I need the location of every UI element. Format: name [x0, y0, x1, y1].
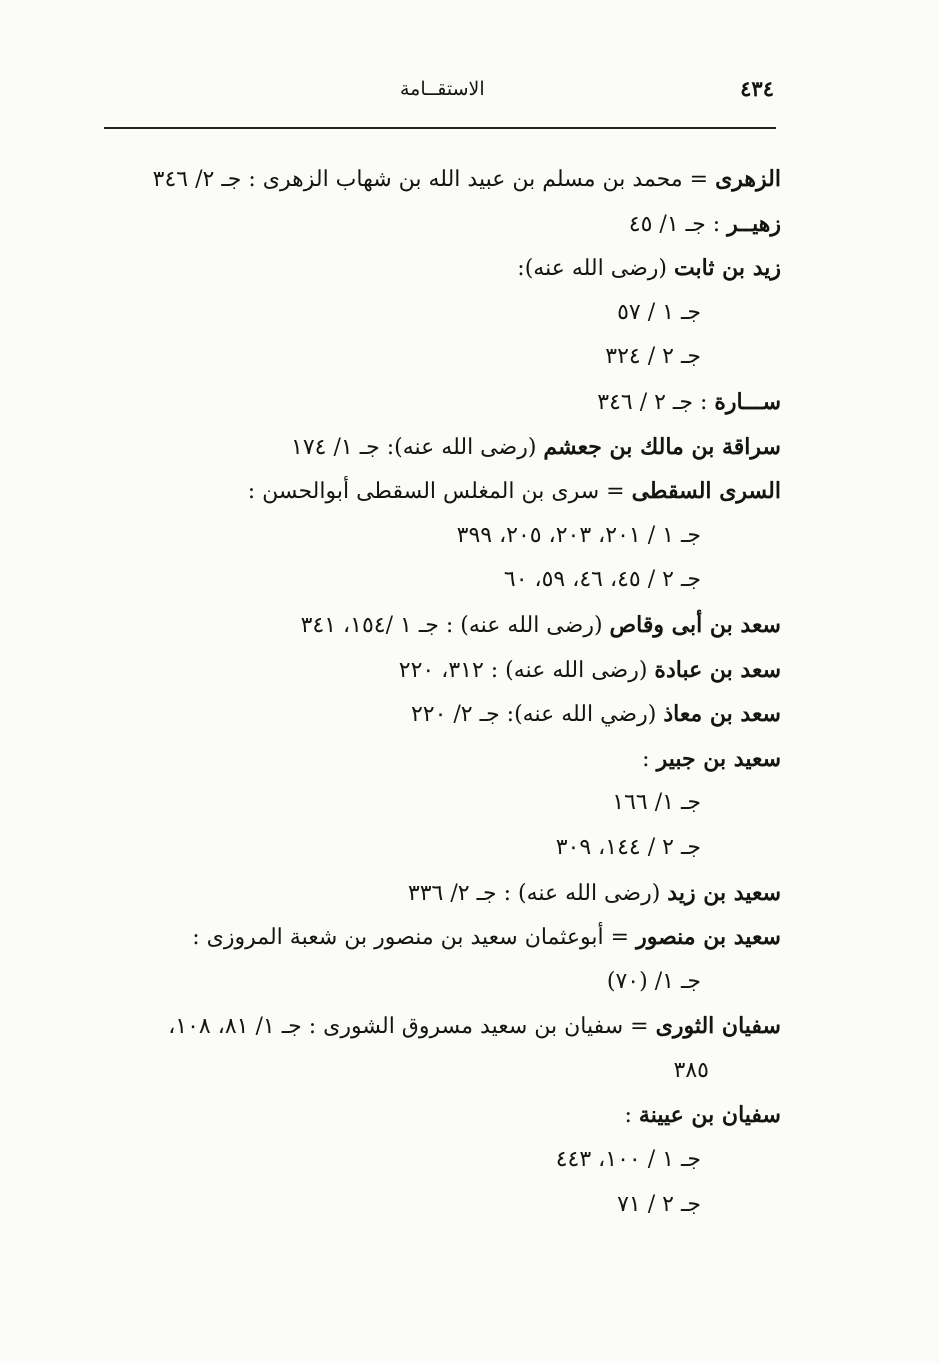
- entry-reference: جـ ١/ ١٦٦: [612, 790, 701, 816]
- entry-reference: :: [642, 746, 657, 772]
- entry-reference: (رضى الله عنه) : جـ ٢/ ٣٣٦: [407, 880, 668, 906]
- entry-name: سعيد بن جبير: [656, 745, 781, 772]
- entry-reference: (رضي الله عنه): جـ ٢/ ٢٢٠: [410, 702, 664, 728]
- index-entry: [91, 603, 781, 648]
- entry-name: سعيد بن زيد: [667, 879, 781, 906]
- index-subentry: [91, 291, 781, 336]
- index-entry: [91, 1093, 781, 1138]
- entry-name: سفيان بن عيينة: [638, 1102, 781, 1129]
- entry-name: ســـارة: [714, 388, 781, 415]
- index-entry: [91, 692, 781, 737]
- page-header: [100, 70, 780, 110]
- index-entry: [91, 202, 781, 247]
- index-subentry: [91, 335, 781, 380]
- entry-reference: = سرى بن المغلس السقطى أبوالحسن :: [247, 479, 632, 505]
- entry-reference: جـ ١ / ١٠٠، ٤٤٣: [555, 1147, 701, 1173]
- entry-reference: جـ ١/ (٧٠): [606, 968, 701, 994]
- index-entry: [91, 425, 781, 470]
- index-subentry: [91, 558, 781, 603]
- entry-name: سفيان الثورى: [655, 1013, 781, 1040]
- entry-reference: (رضى الله عنه): جـ ١/ ١٧٤: [291, 434, 544, 460]
- index-entry: [91, 648, 781, 693]
- index-entries: [91, 157, 781, 1227]
- index-entry: [91, 915, 781, 960]
- entry-reference: جـ ١ / ٥٧: [617, 299, 701, 325]
- entry-name: زيد بن ثابت: [673, 255, 781, 282]
- index-entry: [91, 246, 781, 291]
- entry-reference: (رضى الله عنه):: [517, 256, 674, 282]
- entry-name: سعيد بن منصور: [636, 924, 781, 951]
- header-rule: [104, 127, 776, 129]
- entry-reference: ٣٨٥: [673, 1057, 709, 1083]
- entry-reference: = أبوعثمان سعيد بن منصور بن شعبة المروزى :: [192, 925, 637, 951]
- entry-name: سعد بن معاذ: [663, 701, 781, 728]
- entry-reference: : جـ ٢ / ٣٤٦: [597, 389, 715, 415]
- entry-reference: جـ ٢ / ٣٢٤: [605, 344, 701, 370]
- index-entry: [91, 1004, 781, 1049]
- entry-name: سراقة بن مالك بن جعشم: [543, 433, 781, 460]
- index-entry: [91, 469, 781, 514]
- entry-reference: (رضى الله عنه) : ٣١٢، ٢٢٠: [398, 657, 655, 683]
- index-subentry: [91, 1138, 781, 1183]
- running-title: الاستقــامة: [400, 78, 485, 100]
- index-subentry: [91, 826, 781, 871]
- entry-name: السرى السقطى: [631, 478, 781, 505]
- entry-reference: :: [624, 1103, 639, 1129]
- index-entry: [91, 157, 781, 202]
- entry-reference: جـ ٢ / ٧١: [617, 1191, 701, 1217]
- index-subentry: [91, 781, 781, 826]
- index-subentry: [91, 960, 781, 1005]
- entry-reference: = محمد بن مسلم بن عبيد الله بن شهاب الزهرى : جـ ٢/ ٣٤٦: [152, 167, 716, 192]
- entry-reference: : جـ ١/ ٤٥: [628, 211, 728, 237]
- index-subentry: [91, 1049, 781, 1094]
- page-number: ٤٣٤: [740, 76, 774, 101]
- entry-name: الزهرى: [715, 166, 781, 192]
- index-subentry: [91, 514, 781, 559]
- entry-reference: جـ ٢ / ١٤٤، ٣٠٩: [555, 834, 701, 860]
- entry-name: زهيــر: [727, 210, 781, 237]
- index-subentry: [91, 1183, 781, 1228]
- entry-reference: جـ ٢ / ٤٥، ٤٦، ٥٩، ٦٠: [503, 567, 701, 593]
- index-entry: [91, 737, 781, 782]
- entry-reference: (رضى الله عنه) : جـ ١ /١٥٤، ٣٤١: [300, 612, 610, 638]
- entry-reference: = سفيان بن سعيد مسروق الشورى : جـ ١/ ٨١، ١٠٨،: [168, 1014, 656, 1040]
- index-entry: [91, 871, 781, 916]
- index-entry: [91, 380, 781, 425]
- entry-name: سعد بن أبى وقاص: [609, 611, 781, 638]
- entry-reference: جـ ١ / ٢٠١، ٢٠٣، ٢٠٥، ٣٩٩: [456, 522, 701, 548]
- entry-name: سعد بن عبادة: [654, 656, 781, 683]
